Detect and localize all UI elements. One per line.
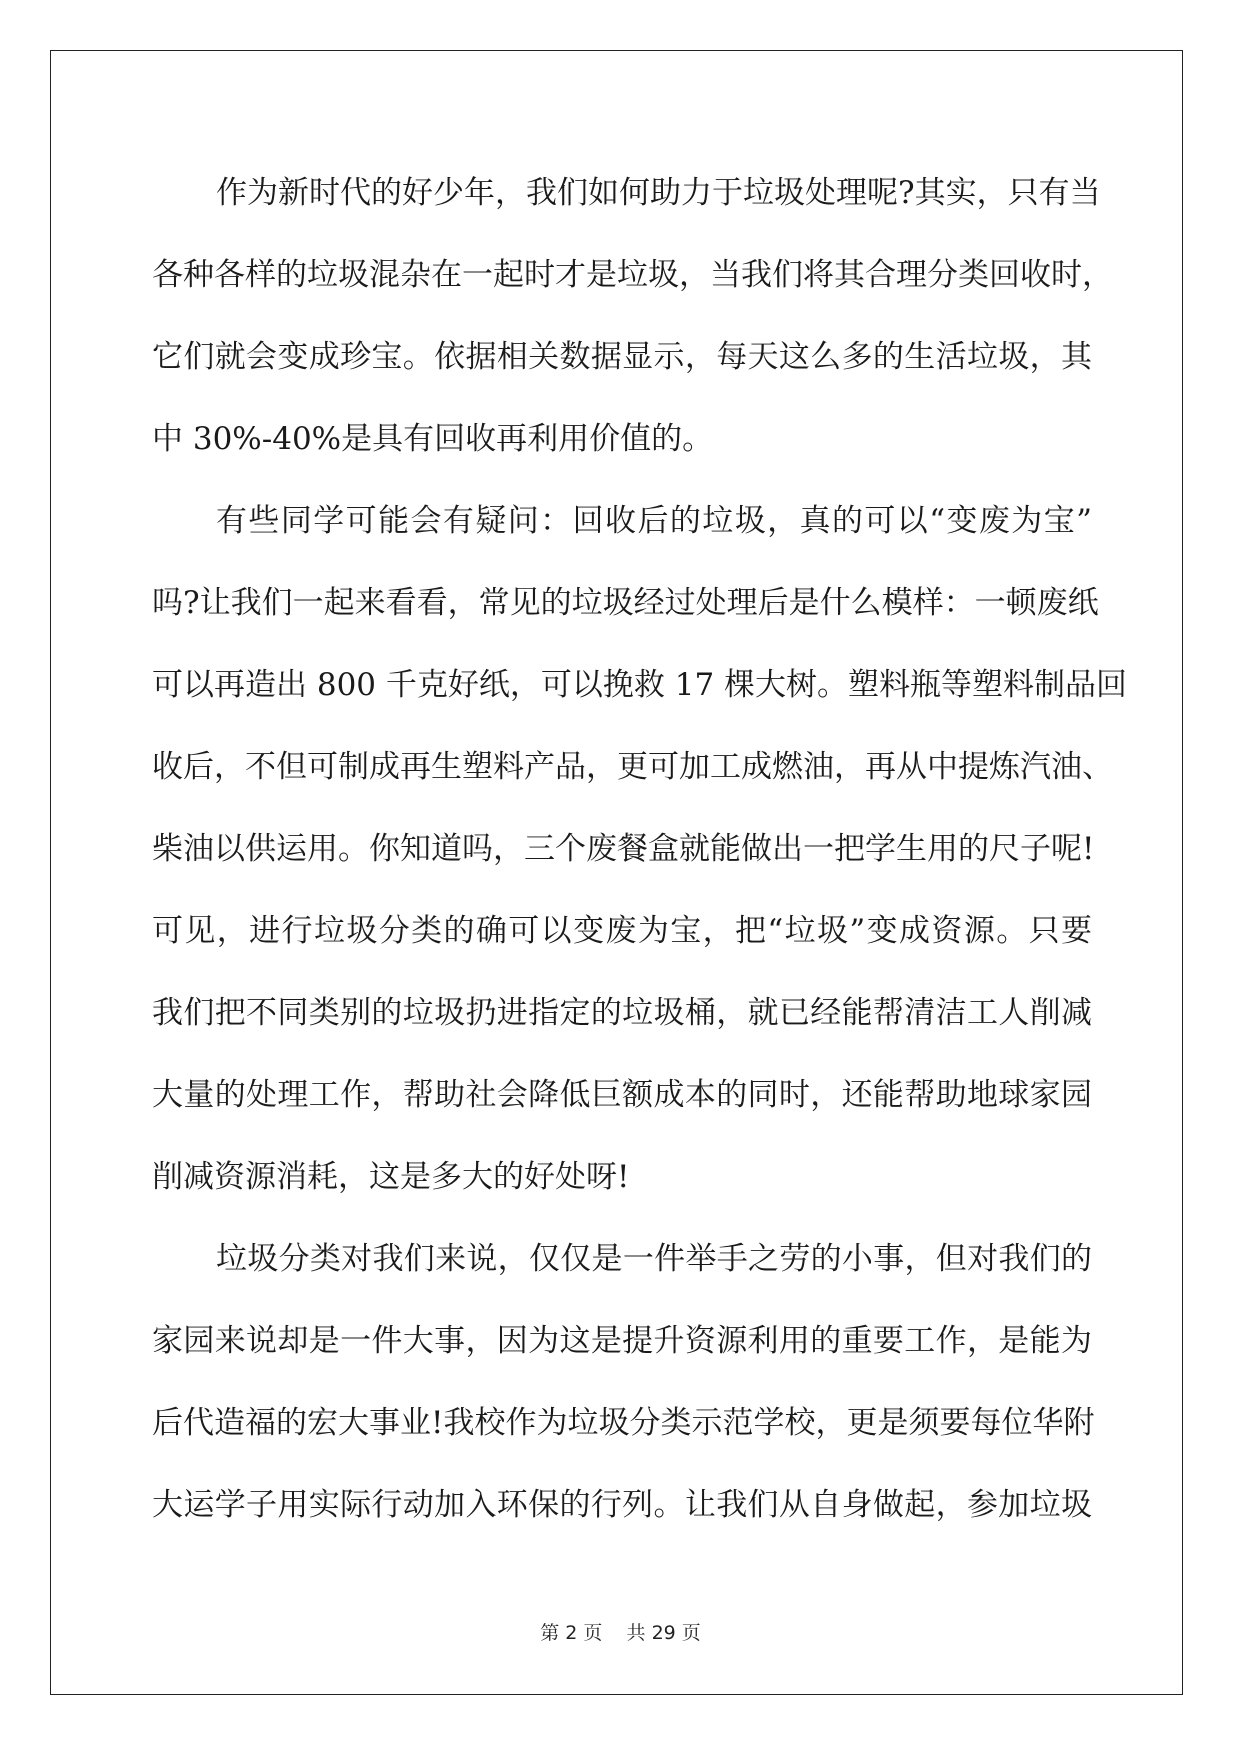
text-line: 它们就会变成珍宝。依据相关数据显示，每天这么多的生活垃圾，其 [152,339,1092,375]
text-line: 有些同学可能会有疑问：回收后的垃圾，真的可以“变废为宝” [216,503,1092,539]
text-line: 大量的处理工作，帮助社会降低巨额成本的同时，还能帮助地球家园 [152,1077,1092,1113]
text-line: 垃圾分类对我们来说，仅仅是一件举手之劳的小事，但对我们的 [216,1241,1092,1277]
text-line: 可见，进行垃圾分类的确可以变废为宝，把“垃圾”变成资源。只要 [152,913,1092,949]
text-line: 后代造福的宏大事业!我校作为垃圾分类示范学校，更是须要每位华附 [152,1405,1095,1441]
document-body [152,152,1128,1546]
text-line: 削减资源消耗，这是多大的好处呀! [152,1159,630,1195]
text-line: 我们把不同类别的垃圾扔进指定的垃圾桶，就已经能帮清洁工人削减 [152,995,1092,1031]
text-line: 柴油以供运用。你知道吗，三个废餐盒就能做出一把学生用的尺子呢! [152,831,1095,867]
text-line: 大运学子用实际行动加入环保的行列。让我们从自身做起，参加垃圾 [152,1487,1092,1523]
page-number: 第 2 页 [540,1622,603,1644]
page-footer [0,1618,1241,1645]
text-line: 吗?让我们一起来看看，常见的垃圾经过处理后是什么模样：一顿废纸 [152,585,1099,621]
text-line: 收后，不但可制成再生塑料产品，更可加工成燃油，再从中提炼汽油、 [152,749,1113,785]
text-line: 各种各样的垃圾混杂在一起时才是垃圾，当我们将其合理分类回收时， [152,257,1113,293]
text-line: 作为新时代的好少年，我们如何助力于垃圾处理呢?其实，只有当 [216,175,1101,211]
text-line: 家园来说却是一件大事，因为这是提升资源利用的重要工作，是能为 [152,1323,1092,1359]
text-line: 可以再造出 800 千克好纸，可以挽救 17 棵大树。塑料瓶等塑料制品回 [152,667,1128,703]
text-line: 中 30%-40%是具有回收再利用价值的。 [152,421,714,457]
page-total: 共 29 页 [626,1622,701,1644]
